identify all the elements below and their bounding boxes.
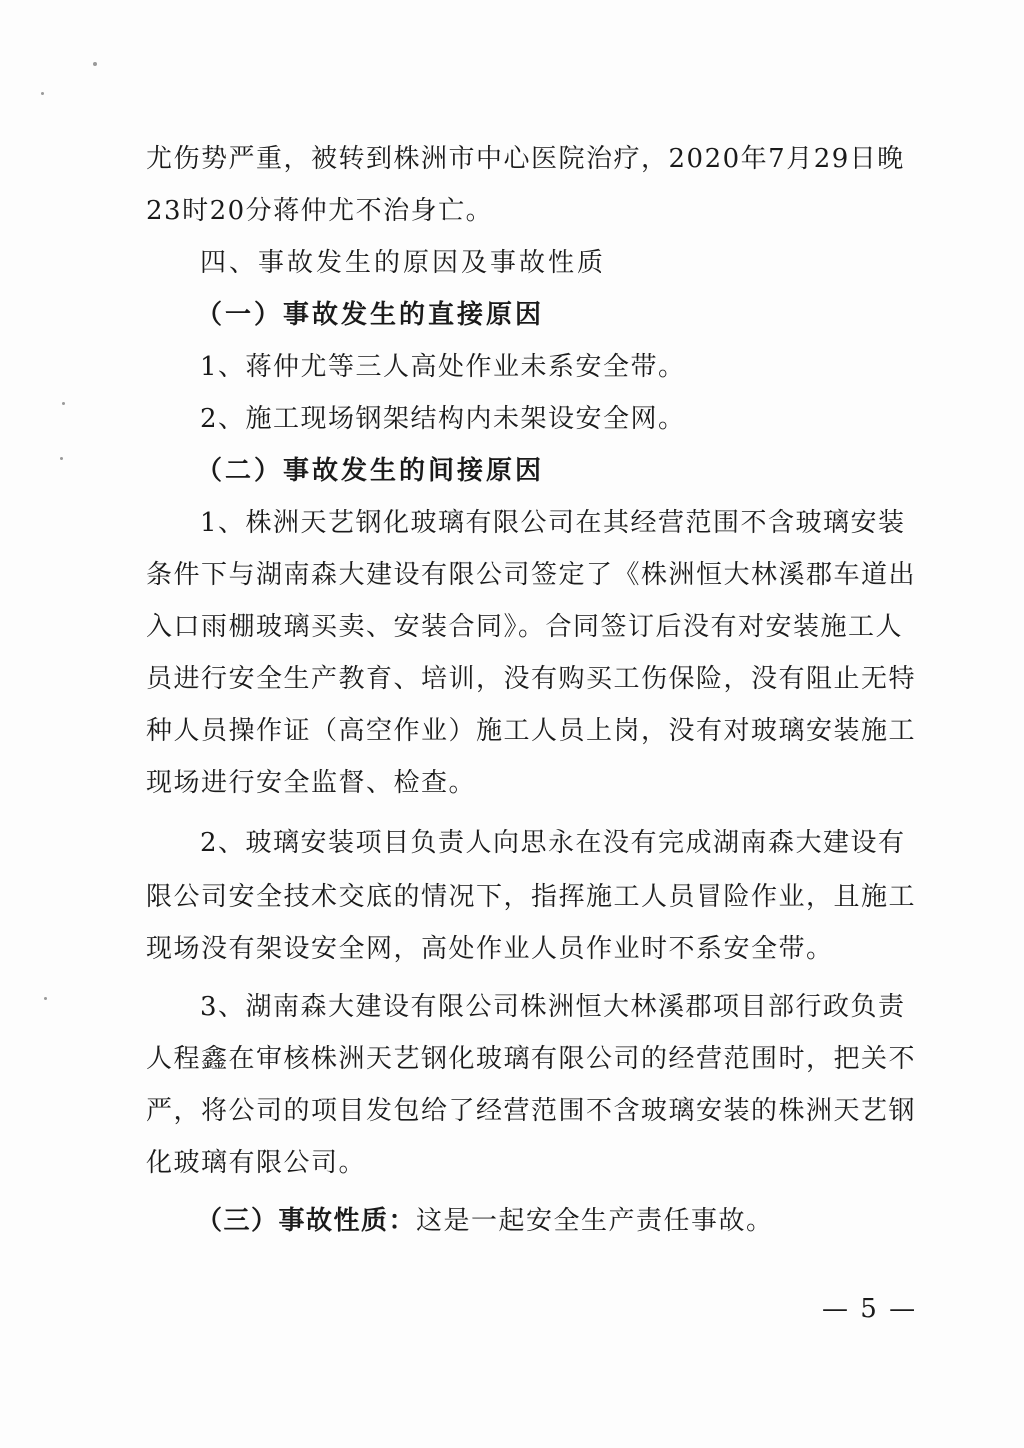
scan-speck xyxy=(60,457,63,460)
paragraph-line: 限公司安全技术交底的情况下，指挥施工人员冒险作业，且施工 xyxy=(146,882,917,912)
scan-speck xyxy=(62,402,65,405)
paragraph-line: 化玻璃有限公司。 xyxy=(146,1148,367,1178)
paragraph-line: 2、玻璃安装项目负责人向思永在没有完成湖南森大建设有 xyxy=(200,828,906,858)
page-number: — 5 — xyxy=(822,1294,918,1324)
subsection-heading: （二）事故发生的间接原因 xyxy=(196,456,545,486)
paragraph-line: 入口雨棚玻璃买卖、安装合同》。合同签订后没有对安装施工人 xyxy=(146,612,904,642)
paragraph-line: 员进行安全生产教育、培训，没有购买工伤保险，没有阻止无特 xyxy=(146,664,917,694)
nature-line xyxy=(196,1205,774,1237)
scan-speck xyxy=(41,92,44,95)
section-heading: 四、事故发生的原因及事故性质 xyxy=(200,248,607,278)
body-text-line: 23时20分蒋仲尤不治身亡。 xyxy=(146,196,494,226)
paragraph-line: 种人员操作证（高空作业）施工人员上岗，没有对玻璃安装施工 xyxy=(146,716,917,746)
paragraph-line: 现场没有架设安全网，高处作业人员作业时不系安全带。 xyxy=(146,934,834,964)
nature-text: 这是一起安全生产责任事故。 xyxy=(416,1206,774,1236)
paragraph-line: 严，将公司的项目发包给了经营范围不含玻璃安装的株洲天艺钢 xyxy=(146,1096,917,1126)
scan-speck xyxy=(44,997,47,1000)
subsection-heading: （一）事故发生的直接原因 xyxy=(196,300,545,330)
body-text-line: 尤伤势严重，被转到株洲市中心医院治疗，2020年7月29日晚 xyxy=(146,144,905,174)
list-item: 2、施工现场钢架结构内未架设安全网。 xyxy=(200,404,686,434)
scan-speck xyxy=(93,62,97,66)
paragraph-line: 3、湖南森大建设有限公司株洲恒大林溪郡项目部行政负责 xyxy=(200,992,906,1022)
paragraph-line: 条件下与湖南森大建设有限公司签定了《株洲恒大林溪郡车道出 xyxy=(146,560,917,590)
paragraph-line: 现场进行安全监督、检查。 xyxy=(146,768,477,798)
paragraph-line: 人程鑫在审核株洲天艺钢化玻璃有限公司的经营范围时，把关不 xyxy=(146,1044,917,1074)
nature-label: （三）事故性质： xyxy=(196,1206,417,1236)
list-item: 1、蒋仲尤等三人高处作业未系安全带。 xyxy=(200,352,686,382)
paragraph-line: 1、株洲天艺钢化玻璃有限公司在其经营范围不含玻璃安装 xyxy=(200,508,906,538)
